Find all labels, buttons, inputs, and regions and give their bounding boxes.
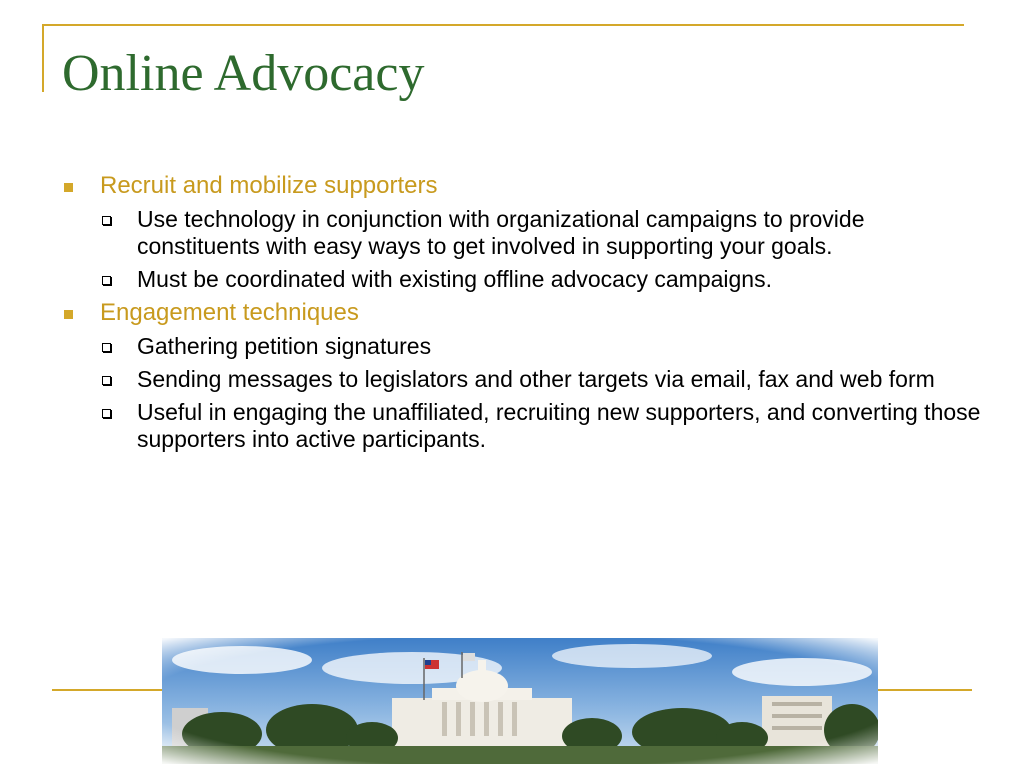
bullet-level2 bbox=[62, 206, 982, 260]
bullet-level2-text: Sending messages to legislators and other targets via email, fax and web form bbox=[137, 366, 935, 392]
frame-top-rule bbox=[42, 24, 964, 26]
bullet-level1-text: Engagement techniques bbox=[100, 299, 359, 326]
square-bullet-icon bbox=[64, 183, 73, 192]
hollow-square-bullet-icon bbox=[102, 343, 111, 352]
capitol-photo bbox=[162, 638, 878, 764]
bullet-level2 bbox=[62, 266, 982, 293]
square-bullet-icon bbox=[64, 310, 73, 319]
bottom-left-rule bbox=[52, 689, 164, 691]
bullet-level2 bbox=[62, 399, 982, 453]
hollow-square-bullet-icon bbox=[102, 376, 111, 385]
hollow-square-bullet-icon bbox=[102, 276, 111, 285]
bullet-list bbox=[62, 172, 982, 453]
bullet-level2 bbox=[62, 366, 982, 393]
frame-left-rule bbox=[42, 24, 44, 92]
bullet-level1-text: Recruit and mobilize supporters bbox=[100, 172, 438, 199]
slide-title: Online Advocacy bbox=[62, 45, 425, 102]
hollow-square-bullet-icon bbox=[102, 216, 111, 225]
bullet-level1 bbox=[62, 172, 982, 200]
bullet-level2 bbox=[62, 333, 982, 360]
hollow-square-bullet-icon bbox=[102, 409, 111, 418]
bullet-level1 bbox=[62, 299, 982, 327]
bullet-level2-text: Gathering petition signatures bbox=[137, 333, 432, 359]
bullet-level2-text: Must be coordinated with existing offline advocacy campaigns. bbox=[137, 266, 772, 292]
bottom-right-rule bbox=[878, 689, 972, 691]
bullet-level2-text: Use technology in conjunction with organizational campaigns to provide constituents with easy ways to get involved in supporting your goals. bbox=[137, 206, 865, 259]
bullet-level2-text: Useful in engaging the unaffiliated, recruiting new supporters, and converting those supporters into active participants. bbox=[137, 399, 981, 452]
